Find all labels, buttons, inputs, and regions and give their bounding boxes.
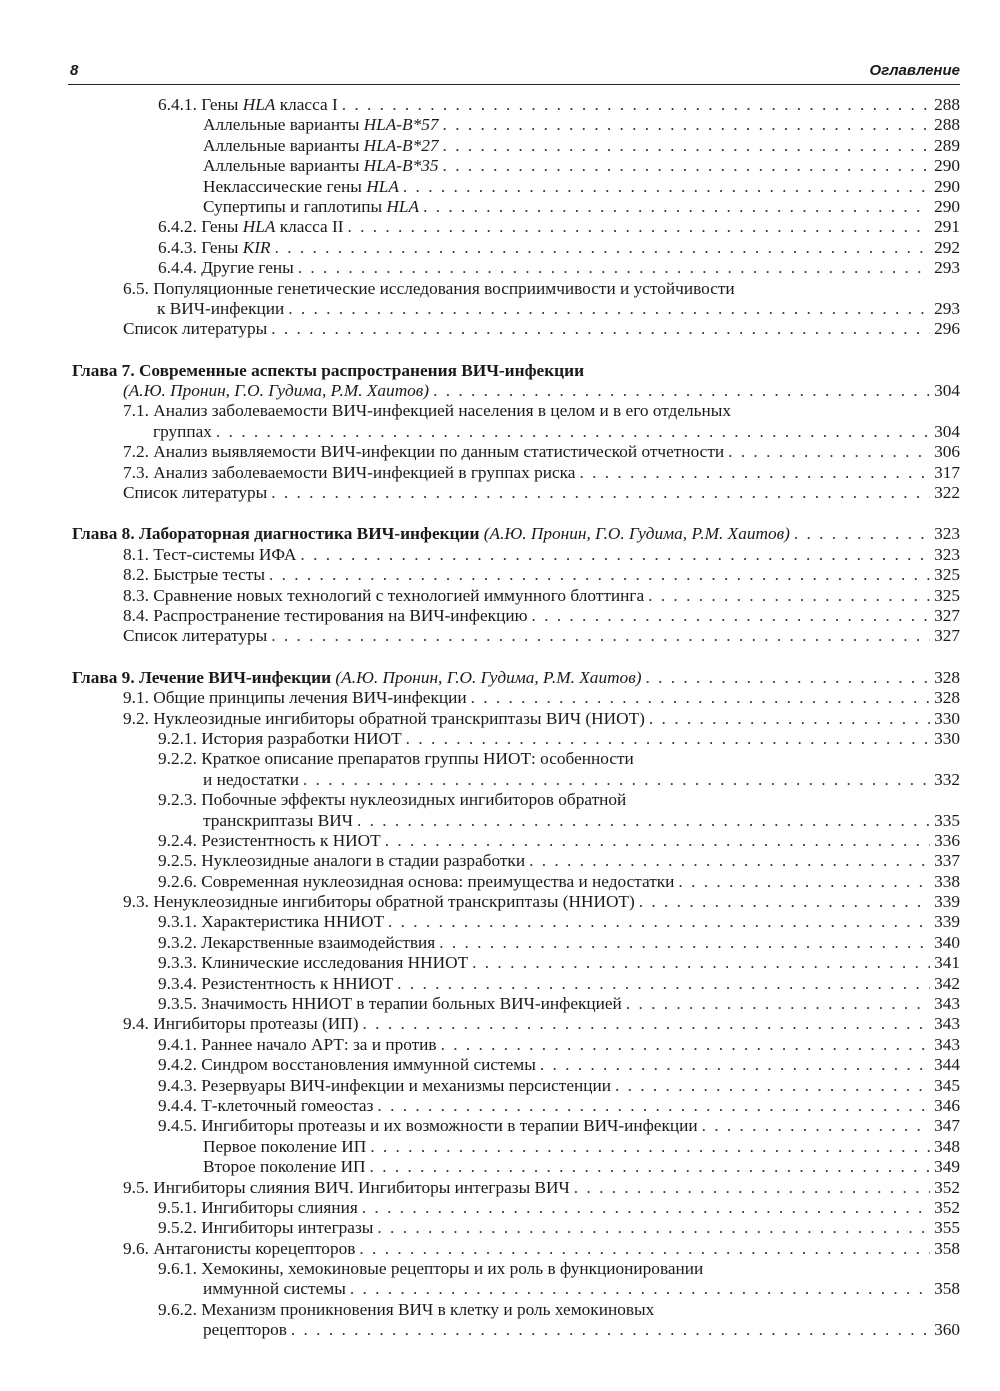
- page-ref: 306: [934, 442, 960, 462]
- page-ref: 340: [934, 932, 960, 952]
- toc-entry-9-2-6[interactable]: 9.2.6. Современная нуклеозидная основа: преимущества и недостатки . . . 338: [72, 872, 960, 892]
- toc-entry-6-5-cont[interactable]: [72, 299, 960, 319]
- page-ref: 325: [934, 565, 960, 585]
- page-ref: 358: [934, 1238, 960, 1258]
- toc-entry-9-1[interactable]: 9.1. Общие принципы лечения ВИЧ-инфекции . . . 328: [72, 688, 960, 708]
- page-ref: 304: [934, 381, 960, 401]
- section-6-4-entries: [72, 95, 960, 279]
- page-ref: 343: [934, 1034, 960, 1054]
- page-ref: 330: [934, 728, 960, 748]
- toc-entry-8-1[interactable]: 8.1. Тест-системы ИФА . . . 323: [72, 545, 960, 565]
- toc-entry-9-3-5[interactable]: 9.3.5. Значимость ННИОТ в терапии больных ВИЧ-инфекцией . . . 343: [72, 994, 960, 1014]
- toc-entry-9-2-4[interactable]: 9.2.4. Резистентность к НИОТ . . . 336: [72, 831, 960, 851]
- page-ref: 332: [934, 769, 960, 789]
- page-ref: 317: [934, 462, 960, 482]
- toc-entry-9-3-1[interactable]: 9.3.1. Характеристика ННИОТ . . . 339: [72, 912, 960, 932]
- toc-entry-9-3-3[interactable]: 9.3.3. Клинические исследования ННИОТ . . . 341: [72, 953, 960, 973]
- toc-entry[interactable]: [72, 136, 960, 156]
- page-ref: 360: [934, 1320, 960, 1340]
- page-ref: 336: [934, 830, 960, 850]
- page-ref: 344: [934, 1055, 960, 1075]
- toc-entry-references[interactable]: Список литературы . . . 322: [72, 483, 960, 503]
- toc-entry-9-5-2[interactable]: 9.5.2. Ингибиторы интегразы . . . 355: [72, 1218, 960, 1238]
- page-number: 8: [70, 62, 79, 79]
- page-ref: 323: [934, 524, 960, 544]
- toc-entry-9-2-1[interactable]: 9.2.1. История разработки НИОТ . . . 330: [72, 729, 960, 749]
- entry-text: 6.4.1. Гены HLA класса I: [158, 95, 338, 114]
- entry-text: Аллельные варианты HLA-B*57: [203, 115, 439, 135]
- page-ref: 345: [934, 1075, 960, 1095]
- page-ref: 338: [934, 871, 960, 891]
- page-ref: 352: [934, 1197, 960, 1217]
- page-ref: 293: [934, 298, 960, 318]
- toc-entry-7-2[interactable]: 7.2. Анализ выявляемости ВИЧ-инфекции по данным статистической отчетности . . . 306: [72, 442, 960, 462]
- authors: (А.Ю. Пронин, Г.О. Гудима, Р.М. Хаитов): [335, 667, 642, 687]
- toc-entry-9-5[interactable]: 9.5. Ингибиторы слияния ВИЧ. Ингибиторы интегразы ВИЧ . . . 352: [72, 1178, 960, 1198]
- entry-text: 6.4.2. Гены HLA класса II: [158, 217, 344, 237]
- toc-entry-9-2-2[interactable]: 9.2.2. Краткое описание препаратов группы НИОТ: особенности: [158, 749, 634, 769]
- entry-text: Неклассические гены HLA: [203, 176, 399, 196]
- toc-entry-9-2-2-cont[interactable]: и недостатки . . . 332: [72, 770, 960, 790]
- toc-entry[interactable]: [72, 177, 960, 197]
- toc-entry-9-4-5-b[interactable]: Второе поколение ИП . . . 349: [72, 1157, 960, 1177]
- toc-entry[interactable]: [72, 115, 960, 135]
- running-header: [68, 58, 960, 85]
- page-ref: 342: [934, 973, 960, 993]
- page-ref: 292: [934, 237, 960, 257]
- page-ref: 330: [934, 708, 960, 728]
- toc-entry[interactable]: [72, 258, 960, 278]
- page-ref: 291: [934, 217, 960, 237]
- page-ref: 293: [934, 258, 960, 278]
- chapter-7-title[interactable]: Глава 7. Современные аспекты распространения ВИЧ-инфекции: [72, 360, 585, 380]
- toc-entry-9-4[interactable]: 9.4. Ингибиторы протеазы (ИП) . . . 343: [72, 1014, 960, 1034]
- toc-entry-7-3[interactable]: 7.3. Анализ заболеваемости ВИЧ-инфекцией в группах риска . . . 317: [72, 463, 960, 483]
- entry-text: Список литературы: [123, 319, 268, 339]
- page-ref: 346: [934, 1095, 960, 1115]
- toc-entry[interactable]: [72, 197, 960, 217]
- toc-entry-7-1-cont[interactable]: группах . . . 304: [72, 422, 960, 442]
- toc-entry-8-4[interactable]: 8.4. Распространение тестирования на ВИЧ-инфекцию . . . 327: [72, 606, 960, 626]
- page-ref: 349: [934, 1157, 960, 1177]
- page-ref: 343: [934, 1014, 960, 1034]
- entry-text: к ВИЧ-инфекции: [157, 298, 285, 318]
- toc-entry[interactable]: [72, 238, 960, 258]
- page-ref: 290: [934, 176, 960, 196]
- page-ref: 355: [934, 1218, 960, 1238]
- page-ref: 290: [934, 156, 960, 176]
- authors: (А.Ю. Пронин, Г.О. Гудима, Р.М. Хаитов): [483, 524, 790, 544]
- toc-entry-9-3-4[interactable]: 9.3.4. Резистентность к ННИОТ . . . 342: [72, 974, 960, 994]
- page-ref: 290: [934, 196, 960, 216]
- toc-entry-9-6-2-cont[interactable]: рецепторов . . . 360: [72, 1320, 960, 1340]
- toc-entry-9-3[interactable]: 9.3. Ненуклеозидные ингибиторы обратной транскриптазы (ННИОТ) . . . 339: [72, 892, 960, 912]
- page-ref: 352: [934, 1177, 960, 1197]
- toc-entry-9-4-4[interactable]: 9.4.4. Т-клеточный гомеостаз . . . 346: [72, 1096, 960, 1116]
- toc-entry-8-2[interactable]: 8.2. Быстрые тесты . . . 325: [72, 565, 960, 585]
- toc-entry-9-4-3[interactable]: 9.4.3. Резервуары ВИЧ-инфекции и механизмы персистенции . . . 345: [72, 1076, 960, 1096]
- entry-text: Супертипы и гаплотипы HLA: [203, 196, 420, 216]
- toc-entry-8-3[interactable]: 8.3. Сравнение новых технологий с технологией иммунного блоттинга . . . 325: [72, 586, 960, 606]
- toc-entry-9-3-2[interactable]: 9.3.2. Лекарственные взаимодействия . . . 340: [72, 933, 960, 953]
- page-ref: 337: [934, 851, 960, 871]
- page-ref: 328: [934, 688, 960, 708]
- page-ref: 327: [934, 605, 960, 625]
- toc-entry-9-4-5[interactable]: 9.4.5. Ингибиторы протеазы и их возможности в терапии ВИЧ-инфекции . . . 347: [72, 1116, 960, 1136]
- toc-entry-9-4-2[interactable]: 9.4.2. Синдром восстановления иммунной системы . . . 344: [72, 1055, 960, 1075]
- page-ref: 358: [934, 1279, 960, 1299]
- toc-entry-9-2[interactable]: 9.2. Нуклеозидные ингибиторы обратной транскриптазы ВИЧ (НИОТ) . . . 330: [72, 709, 960, 729]
- running-title: Оглавление: [869, 62, 960, 79]
- toc-entry-9-2-3-cont[interactable]: транскриптазы ВИЧ . . . 335: [72, 811, 960, 831]
- toc-entry[interactable]: [72, 156, 960, 176]
- page-ref: 343: [934, 994, 960, 1014]
- toc-entry-7-1[interactable]: 7.1. Анализ заболеваемости ВИЧ-инфекцией населения в целом и в его отдельных: [123, 401, 732, 421]
- page-ref: 322: [934, 483, 960, 503]
- chapter-8-title[interactable]: Глава 8. Лабораторная диагностика ВИЧ-инфекции (А.Ю. Пронин, Г.О. Гудима, Р.М. Хаитов) . . . 323: [72, 524, 960, 544]
- entry-text: 6.4.4. Другие гены: [158, 258, 294, 278]
- page-ref: 341: [934, 953, 960, 973]
- toc-entry-9-6-2[interactable]: 9.6.2. Механизм проникновения ВИЧ в клетку и роль хемокиновых: [158, 1299, 655, 1319]
- chapter-7-authors[interactable]: [72, 381, 960, 401]
- entry-text: Аллельные варианты HLA-B*35: [203, 156, 439, 176]
- page-ref: 348: [934, 1136, 960, 1156]
- toc-entry-references[interactable]: [72, 319, 960, 339]
- toc-entry-9-2-5[interactable]: 9.2.5. Нуклеозидные аналоги в стадии разработки . . . 337: [72, 851, 960, 871]
- entry-text: 6.4.3. Гены KIR: [158, 237, 271, 257]
- toc-entry-9-6[interactable]: 9.6. Антагонисты корецепторов . . . 358: [72, 1239, 960, 1259]
- toc-entry-6-5[interactable]: [72, 279, 960, 299]
- toc-entry-9-5-1[interactable]: 9.5.1. Ингибиторы слияния . . . 352: [72, 1198, 960, 1218]
- toc-entry-9-4-1[interactable]: 9.4.1. Раннее начало АРТ: за и против . . . 343: [72, 1035, 960, 1055]
- table-of-contents: [72, 95, 960, 1341]
- authors: (А.Ю. Пронин, Г.О. Гудима, Р.М. Хаитов): [123, 381, 430, 401]
- page-ref: 347: [934, 1116, 960, 1136]
- page-ref: 288: [934, 95, 960, 114]
- page-ref: 289: [934, 135, 960, 155]
- page-ref: 339: [934, 912, 960, 932]
- chapter-9-title[interactable]: Глава 9. Лечение ВИЧ-инфекции (А.Ю. Пронин, Г.О. Гудима, Р.М. Хаитов) . . . 328: [72, 668, 960, 688]
- toc-entry[interactable]: [72, 217, 960, 237]
- toc-entry[interactable]: [72, 95, 960, 115]
- toc-entry-9-6-1-cont[interactable]: иммунной системы . . . 358: [72, 1279, 960, 1299]
- toc-entry-9-4-5-a[interactable]: Первое поколение ИП . . . 348: [72, 1137, 960, 1157]
- page-ref: 304: [934, 421, 960, 441]
- toc-entry-9-6-1[interactable]: 9.6.1. Хемокины, хемокиновые рецепторы и их роль в функционировании: [158, 1259, 704, 1279]
- toc-entry-9-2-3[interactable]: 9.2.3. Побочные эффекты нуклеозидных ингибиторов обратной: [158, 790, 627, 810]
- page-ref: 288: [934, 115, 960, 135]
- page-ref: 296: [934, 319, 960, 339]
- page-ref: 325: [934, 585, 960, 605]
- entry-text: Аллельные варианты HLA-B*27: [203, 135, 439, 155]
- entry-text-line1: 6.5. Популяционные генетические исследования восприимчивости и устойчивости: [123, 278, 735, 298]
- page-ref: 328: [934, 667, 960, 687]
- toc-entry-references[interactable]: Список литературы . . . 327: [72, 626, 960, 646]
- page-ref: 327: [934, 626, 960, 646]
- page-ref: 323: [934, 544, 960, 564]
- page-ref: 339: [934, 892, 960, 912]
- page-ref: 335: [934, 810, 960, 830]
